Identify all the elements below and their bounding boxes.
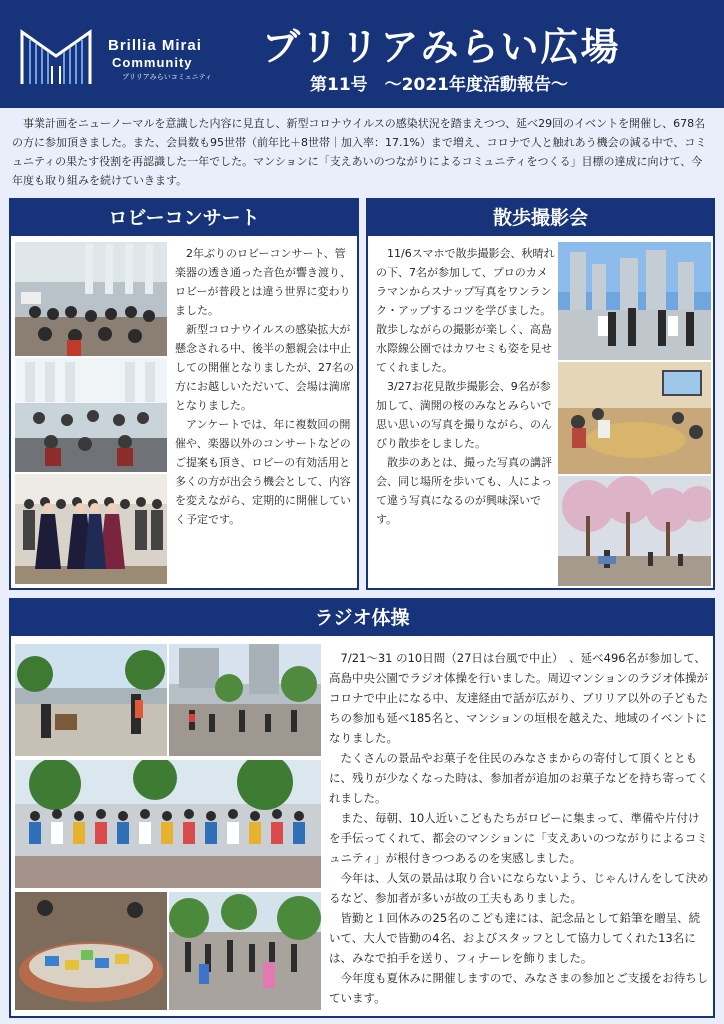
concert-photo-performers <box>15 474 167 584</box>
radio-exercise-heading: ラジオ体操 <box>11 600 713 636</box>
header-banner <box>0 0 724 108</box>
walk-paragraph-3: 散歩のあとは、撮った写真の講評会、同じ場所を歩いても、人によって違う写真になるのが興味深いです。 <box>376 456 552 526</box>
radio-paragraph-1: 7/21～31 の10日間（27日は台風で中止） 、延べ496名が参加して、高島中央公園でラジオ体操を行いました。周辺マンションのラジオ体操がコロナで中止になる中、友達経由で話が広がり、ブリリア以外の子どもたちの参加も延べ185名と、マンションの垣根を越えた、地域のイベントになりました。 <box>329 651 709 745</box>
brand-name-line1: Brillia Mirai <box>108 37 202 54</box>
lobby-paragraph-1: 2年ぶりのロビーコンサート、管楽器の透き通った音色が響き渡り、ロビーが普段とは違う世界に変わりました。 <box>175 247 351 317</box>
radio-photo-park-2 <box>169 644 321 756</box>
radio-paragraph-3: また、毎朝、10人近いこどもたちがロビーに集まって、準備や片付けを手伝ってくれて、都会のマンションに「支えあいのつながりによるコミュニティ」が根付きつつあるのを実感しました。 <box>329 811 708 865</box>
brillia-logo-icon <box>16 26 96 86</box>
radio-exercise-panel <box>9 598 715 1018</box>
concert-photo-lobby <box>15 358 167 472</box>
radio-photo-park-1 <box>15 644 167 756</box>
walk-photo-review-room <box>558 362 711 474</box>
issue-subtitle: 第11号 ～2021年度活動報告～ <box>310 75 568 95</box>
brand-name-japanese: ブリリアみらいコミュニティ <box>122 73 213 81</box>
radio-photo-exercising <box>169 892 321 1010</box>
concert-photo-audience <box>15 242 167 356</box>
newsletter-title: ブリリアみらい広場 <box>262 25 621 69</box>
radio-photo-children-group <box>15 760 321 888</box>
lobby-paragraph-3: アンケートでは、年に複数回の開催や、楽器以外のコンサートなどのご提案も頂き、ロビーの有効活用と多くの方が出会う機会として、内容を変えながら、定期的に開催していく予定です。 <box>175 418 351 526</box>
walk-paragraph-1: 11/6スマホで散歩撮影会、秋晴れの下、7名が参加して、プロのカメラマンからスナップ写真をワンランク・アップするコツを学びました。散歩しながらの撮影が楽しく、高島水際線公園ではカワセミも姿を見せてくれました。 <box>376 247 555 374</box>
radio-photo-prizes <box>15 892 167 1010</box>
lobby-concert-panel <box>9 198 359 590</box>
radio-exercise-text <box>329 648 709 1008</box>
intro-paragraph: 事業計画をニューノーマルを意識した内容に見直し、新型コロナウイルスの感染状況を踏まえつつ、延べ29回のイベントを開催し、678名の方に参加頂きました。また、会員数も95世帯（前年比＋8世帯｜加入率：17.1%）まで増え、コロナで人と触れあう機会の減る中で、コミュニティの果たす役割を再認識した一年でした。マンションに「支えあいのつながりによるコミュニティをつくる」目標の達成に向けて、今年度も取り組みを続けていきます。 <box>12 117 707 187</box>
radio-paragraph-2: たくさんの景品やお菓子を住民のみなさまからの寄付して頂くとともに、残りが少なくなった時は、参加者が追加のお菓子などを持ち寄ってくれました。 <box>329 751 709 805</box>
walk-photo-text <box>376 244 556 529</box>
radio-paragraph-6: 今年度も夏休みに開催しますので、みなさまの参加とご支援をお待ちしています。 <box>329 971 709 1005</box>
lobby-paragraph-2: 新型コロナウイルスの感染拡大が懸念される中、後半の懇親会は中止しての開催となりましたが、27名の方にお越しいただいて、会場は満席となりました。 <box>175 323 354 412</box>
lobby-concert-text <box>175 244 355 529</box>
walk-photo-heading: 散歩撮影会 <box>368 200 713 236</box>
radio-paragraph-5: 皆勤と１回休みの25名のこども達には、記念品として鉛筆を贈呈、続いて、大人で皆勤の4名、およびスタッフとして協力してくれた13名には、みなで拍手を送り、フィナーレを飾りました。 <box>329 911 701 965</box>
walk-photo-panel <box>366 198 715 590</box>
walk-photo-city-rooftop <box>558 242 711 360</box>
brand-block <box>108 37 212 82</box>
walk-paragraph-2: 3/27お花見散歩撮影会、9名が参加して、満開の桜のみなとみらいで思い思いの写真を撮りながら、のんびり散歩をしました。 <box>376 380 552 450</box>
brand-name-line2: Community <box>112 55 193 70</box>
walk-photo-cherry-blossom <box>558 476 711 586</box>
radio-paragraph-4: 今年は、人気の景品は取り合いにならないよう、じゃんけんをして決めるなど、参加者が多いが故の工夫もありました。 <box>329 871 709 905</box>
lobby-concert-heading: ロビーコンサート <box>11 200 357 236</box>
